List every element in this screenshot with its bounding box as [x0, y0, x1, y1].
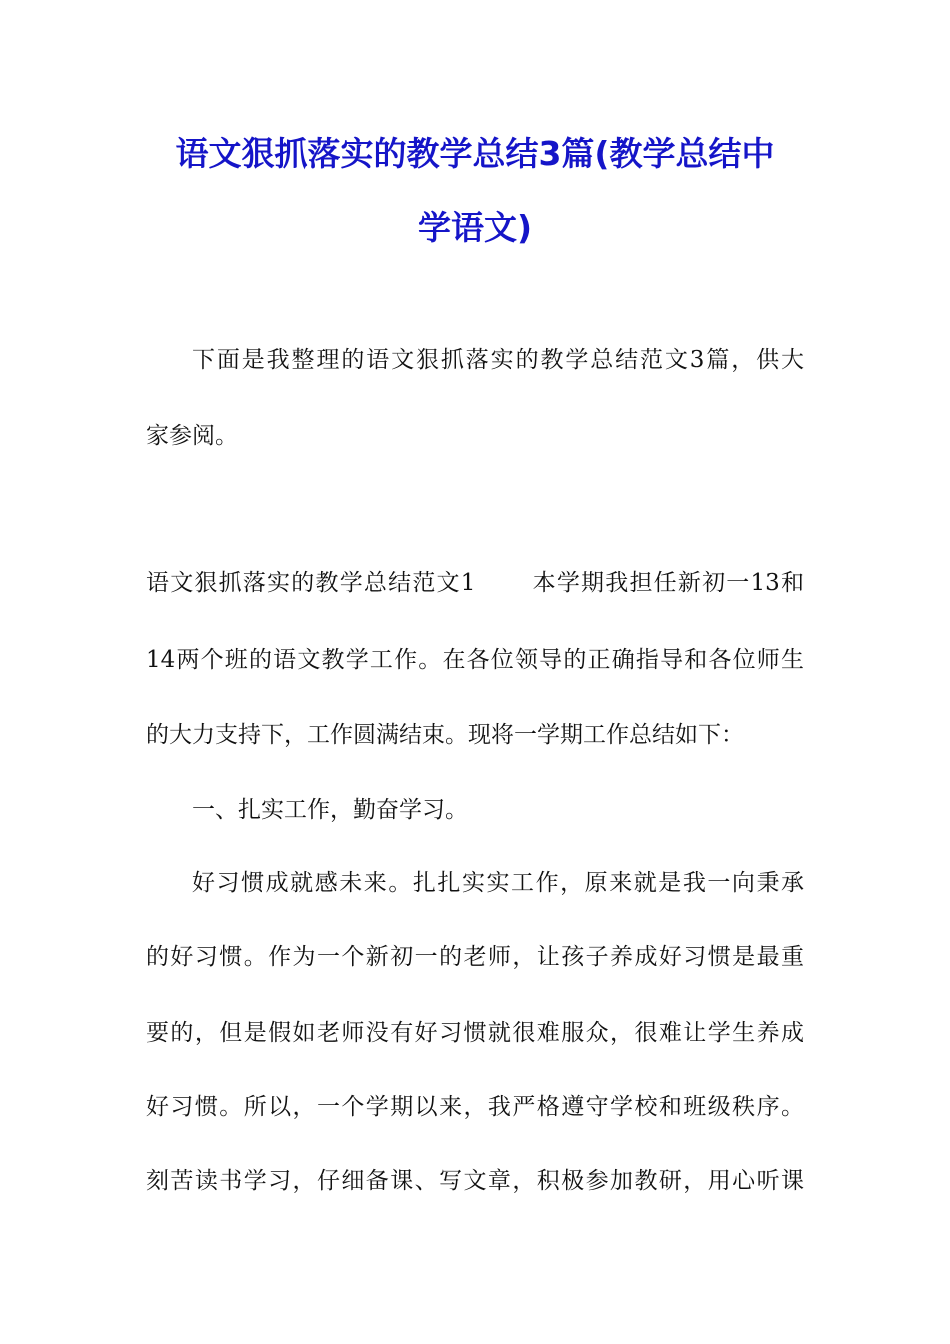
para1-line-1: 好习惯成就感未来。扎扎实实工作，原来就是我一向秉承 [192, 870, 804, 896]
para1-line-2: 的好习惯。作为一个新初一的老师，让孩子养成好习惯是最重 [146, 944, 804, 970]
para1-line-5: 刻苦读书学习，仔细备课、写文章，积极参加教研，用心听课 [146, 1168, 804, 1194]
para1-line-4: 好习惯。所以，一个学期以来，我严格遵守学校和班级秩序。 [146, 1094, 804, 1120]
section1-first-line [146, 568, 804, 598]
section1-line-2: 14两个班的语文教学工作。在各位领导的正确指导和各位师生 [146, 647, 804, 673]
section1-line1-text: 本学期我担任新初一13和 [531, 570, 804, 596]
document-title-line-2: 学语文) [417, 208, 533, 247]
intro-line-2: 家参阅。 [146, 423, 238, 449]
subheading-1: 一、扎实工作，勤奋学习。 [192, 797, 468, 823]
section1-line-3: 的大力支持下，工作圆满结束。现将一学期工作总结如下： [146, 722, 744, 748]
section1-heading: 语文狠抓落实的教学总结范文1 [146, 570, 476, 596]
para1-line-3: 要的，但是假如老师没有好习惯就很难服众，很难让学生养成 [146, 1020, 804, 1046]
intro-line-1: 下面是我整理的语文狠抓落实的教学总结范文3篇，供大 [192, 347, 804, 373]
document-title-line-1: 语文狠抓落实的教学总结3篇(教学总结中 [175, 134, 775, 173]
